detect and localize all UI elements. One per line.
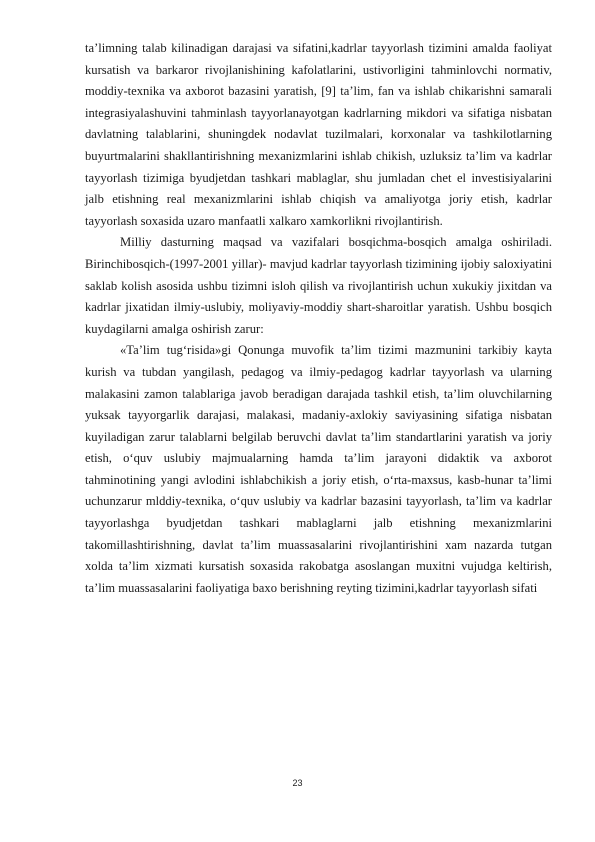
paragraph-2: Milliy dasturning maqsad va vazifalari bosqichma-bosqich amalga oshiriladi. Birinchibosqich-(1997-2001 yillar)- mavjud kadrlar tayyorlash tizimining ijobiy saloxiyatini saklab kolish asosida ushbu tizimni isloh qilish va rivojlantirish uchun xukukiy jixitdan va kadrlar jixatidan ilmiy-uslubiy, moliyaviy-moddiy shart-sharoitlar yaratish. Ushbu bosqich kuydagilarni amalga oshirish zarur:	[85, 235, 552, 336]
body-text	[85, 38, 552, 599]
paragraph-1: ta’limning talab kilinadigan darajasi va sifatini,kadrlar tayyorlash tizimini amalda faoliyat kursatish va barkaror rivojlanishining kafolatlarini, ustivorligini tahminlovchi normativ, moddiy-texnika va axborot bazasini yaratish, [9] ta’lim, fan va ishlab chikarishni samarali integrasiyalashuvini tahminlash tayyorlanayotgan kadrlarning mikdori va sifatiga nisbatan davlatning talablarini, shuningdek nodavlat tuzilmalari, korxonalar va tashkilotlarning buyurtmalarini shakllantirishning mexanizmlarini ishlab chikish, uzluksiz ta’lim va kadrlar tayyorlash tizimiga byudjetdan tashkari mablaglar, shu jumladan chet el investisiyalarini jalb etishning real mexanizmlarini ishlab chiqish va amaliyotga joriy etish, kadrlar tayyorlash soxasida uzaro manfaatli xalkaro xamkorlikni rivojlantirish.	[85, 41, 552, 228]
paragraph-3: «Ta’lim tug‘risida»gi Qonunga muvofik ta’lim tizimi mazmunini tarkibiy kayta kurish va tubdan yangilash, pedagog va ilmiy-pedagog kadrlar tayyorlash va ularning malakasini zamon talablariga javob beradigan darajada tashkil etish, ta’lim oluvchilarning yuksak tayyorgarlik darajasi, malakasi, madaniy-axlokiy saviyasining sifatiga nisbatan kuyiladigan zarur talablarni belgilab beruvchi davlat ta’lim standartlarini yaratish va joriy etish, o‘quv uslubiy majmualarning hamda ta’lim jarayoni didaktik va axborot tahminotining yangi avlodini ishlabchikish a joriy etish, o‘rta-maxsus, kasb-hunar ta’limi uchunzarur mlddiy-texnika, o‘quv uslubiy va kadrlar bazasini tayyorlash, ta’lim va kadrlar tayyorlashga byudjetdan tashkari mablaglarni jalb etishning mexanizmlarini takomillashtirishning, davlat ta’lim muassasalarini rivojlantirishini xam nazarda tutgan xolda ta’lim xizmati kursatish soxasida rakobatga asoslangan muxitni vujudga keltirish, ta’lim muassasalarini faoliyatiga baxo berishning reyting tizimini,kadrlar tayyorlash sifati	[85, 343, 552, 595]
page-number: 23	[292, 778, 303, 788]
